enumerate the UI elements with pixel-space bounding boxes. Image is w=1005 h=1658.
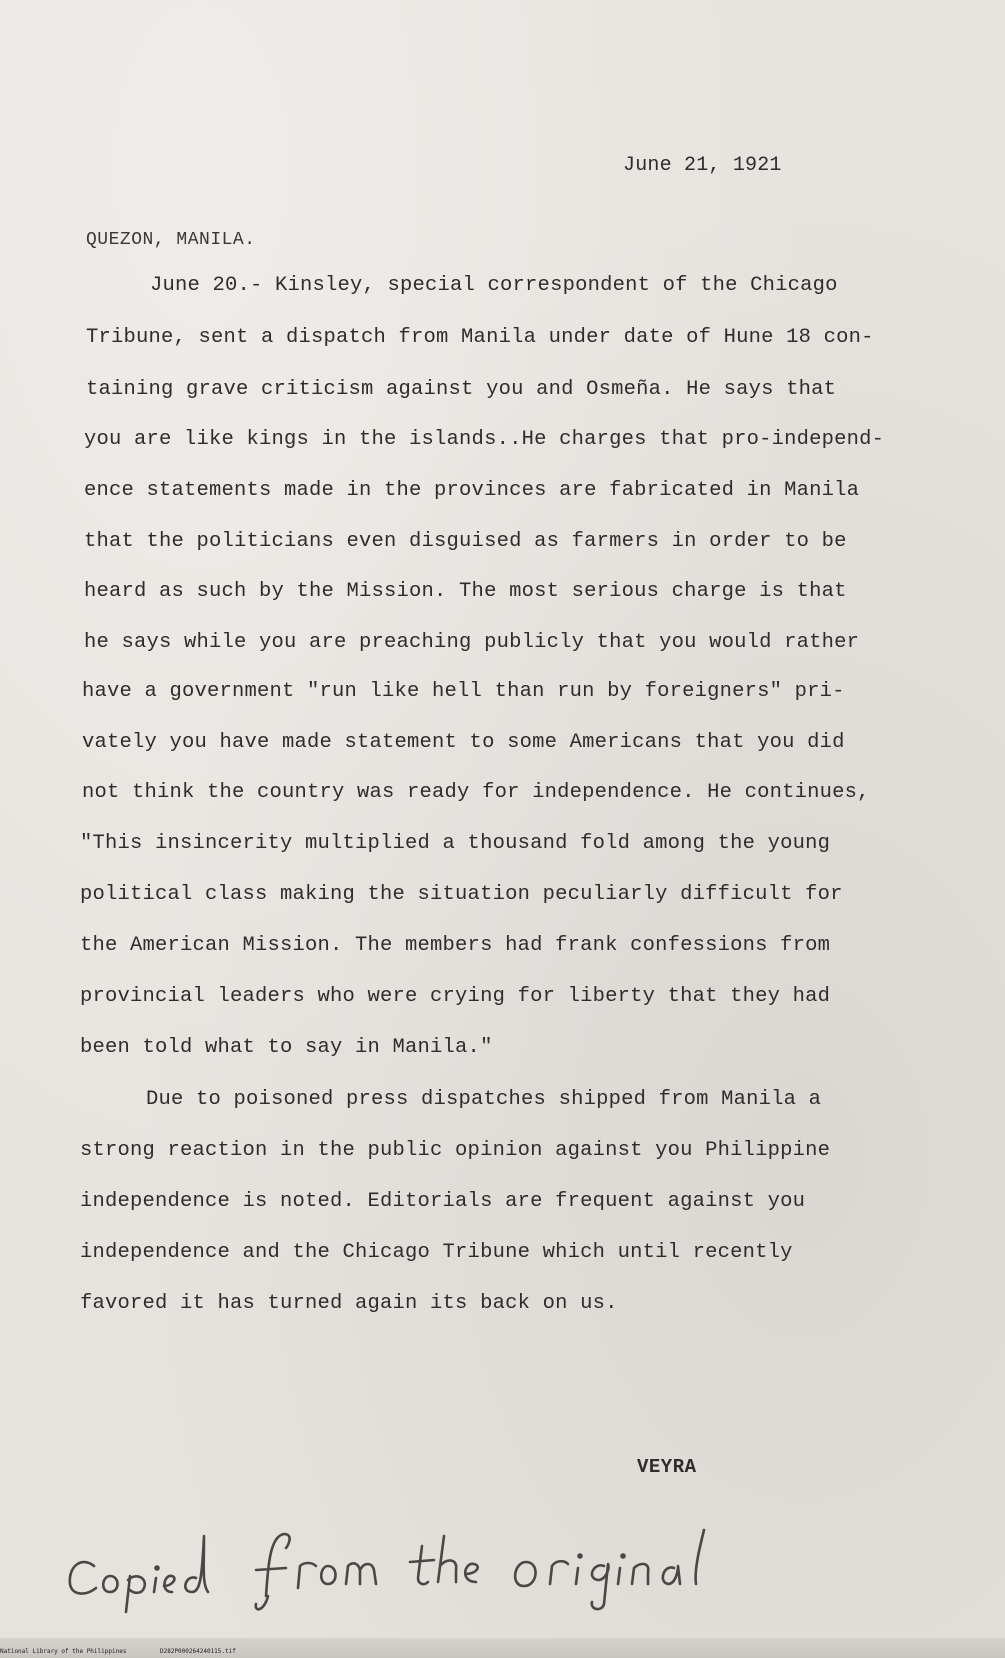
paragraph-1-line-1: June 20.- Kinsley, special correspondent of the Chicago bbox=[150, 274, 838, 297]
signature-veyra: VEYRA bbox=[637, 1456, 697, 1478]
paragraph-1-line-6: that the politicians even disguised as farmers in order to be bbox=[84, 530, 847, 553]
scan-footer-strip bbox=[0, 1638, 1005, 1658]
paragraph-1-line-4: you are like kings in the islands..He charges that pro-independ- bbox=[84, 428, 885, 451]
paragraph-1-line-3: taining grave criticism against you and Osmeña. He says that bbox=[86, 378, 837, 401]
paragraph-1-line-14: the American Mission. The members had frank confessions from bbox=[80, 934, 831, 957]
paragraph-2-line-2: strong reaction in the public opinion against you Philippine bbox=[80, 1139, 831, 1162]
paragraph-1-line-2: Tribune, sent a dispatch from Manila under date of Hune 18 con- bbox=[86, 326, 874, 349]
footer-image-id: D282P000264240115.tif bbox=[160, 1648, 236, 1655]
paragraph-1-line-15: provincial leaders who were crying for liberty that they had bbox=[80, 985, 831, 1008]
paragraph-2-line-4: independence and the Chicago Tribune which until recently bbox=[80, 1241, 793, 1264]
footer-source: National Library of the Philippines bbox=[0, 1648, 127, 1655]
paragraph-1-line-13: political class making the situation peculiarly difficult for bbox=[80, 883, 843, 906]
paragraph-1-line-9: have a government "run like hell than run by foreigners" pri- bbox=[82, 680, 845, 703]
letter-date: June 21, 1921 bbox=[623, 154, 782, 177]
paragraph-2-line-1: Due to poisoned press dispatches shipped from Manila a bbox=[146, 1088, 822, 1111]
letter-addressee: QUEZON, MANILA. bbox=[86, 230, 256, 250]
paragraph-2-line-3: independence is noted. Editorials are frequent against you bbox=[80, 1190, 806, 1213]
paragraph-1-line-12: "This insincerity multiplied a thousand fold among the young bbox=[80, 832, 831, 855]
paragraph-1-line-11: not think the country was ready for independence. He continues, bbox=[82, 781, 870, 804]
handwritten-note-copied-from-the-original bbox=[64, 1526, 754, 1616]
paragraph-1-line-10: vately you have made statement to some Americans that you did bbox=[82, 731, 845, 754]
paragraph-2-line-5: favored it has turned again its back on us. bbox=[80, 1292, 618, 1315]
paragraph-1-line-5: ence statements made in the provinces are fabricated in Manila bbox=[84, 479, 860, 502]
paragraph-1-line-16: been told what to say in Manila." bbox=[80, 1036, 493, 1059]
paragraph-1-line-7: heard as such by the Mission. The most serious charge is that bbox=[84, 580, 847, 603]
paragraph-1-line-8: he says while you are preaching publicly that you would rather bbox=[84, 631, 860, 654]
